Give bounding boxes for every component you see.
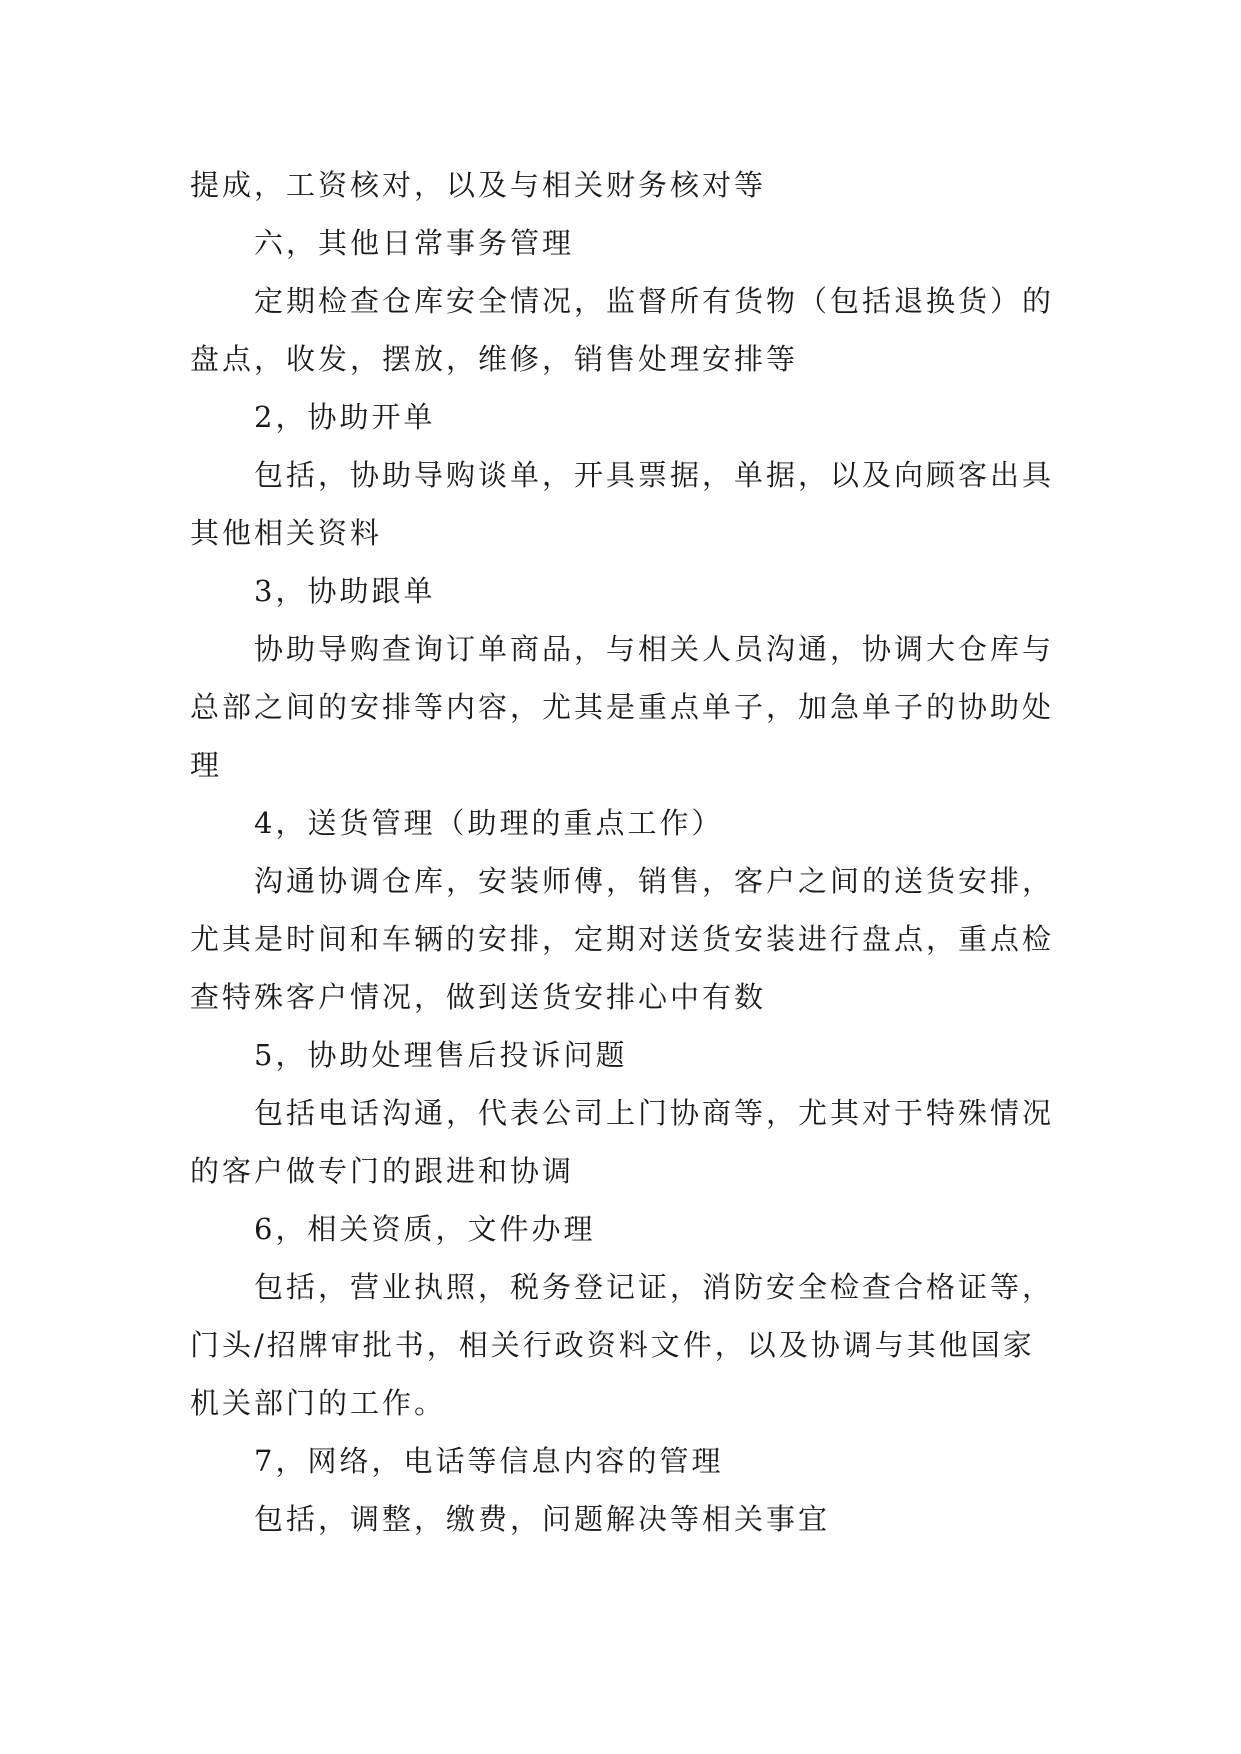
paragraph-after-sales: 包括电话沟通，代表公司上门协商等，尤其对于特殊情况的客户做专门的跟进和协调 (190, 1096, 1055, 1188)
paragraph-assist-order-follow: 协助导购查询订单商品，与相关人员沟通，协调大仓库与总部之间的安排等内容，尤其是重点单子，加急单子的协助处理 (190, 632, 1055, 782)
paragraph-qualifications: 包括，营业执照，税务登记证，消防安全检查合格证等，门头/招牌审批书，相关行政资料文件，以及协调与其他国家机关部门的工作。 (190, 1270, 1055, 1420)
item-heading-assist-order-follow: 3，协助跟单 (254, 574, 436, 608)
section-heading-other-daily-affairs: 六，其他日常事务管理 (254, 226, 575, 260)
item-heading-qualifications: 6，相关资质，文件办理 (254, 1212, 596, 1246)
item-heading-assist-billing: 2，协助开单 (254, 400, 436, 434)
item-heading-after-sales: 5，协助处理售后投诉问题 (254, 1038, 628, 1072)
paragraph-warehouse-inspection: 定期检查仓库安全情况，监督所有货物（包括退换货）的盘点，收发，摆放，维修，销售处理安排等 (190, 284, 1055, 376)
paragraph-delivery-management: 沟通协调仓库，安装师傅，销售，客户之间的送货安排，尤其是时间和车辆的安排，定期对送货安装进行盘点，重点检查特殊客户情况，做到送货安排心中有数 (190, 864, 1055, 1014)
paragraph-continuation: 提成，工资核对，以及与相关财务核对等 (190, 168, 767, 202)
item-heading-delivery-management: 4，送货管理（助理的重点工作） (254, 806, 724, 840)
paragraph-network-phone: 包括，调整，缴费，问题解决等相关事宜 (254, 1502, 831, 1536)
item-heading-network-phone: 7，网络，电话等信息内容的管理 (254, 1444, 724, 1478)
document-body (190, 156, 1065, 1548)
paragraph-assist-billing: 包括，协助导购谈单，开具票据，单据，以及向顾客出具其他相关资料 (190, 458, 1055, 550)
